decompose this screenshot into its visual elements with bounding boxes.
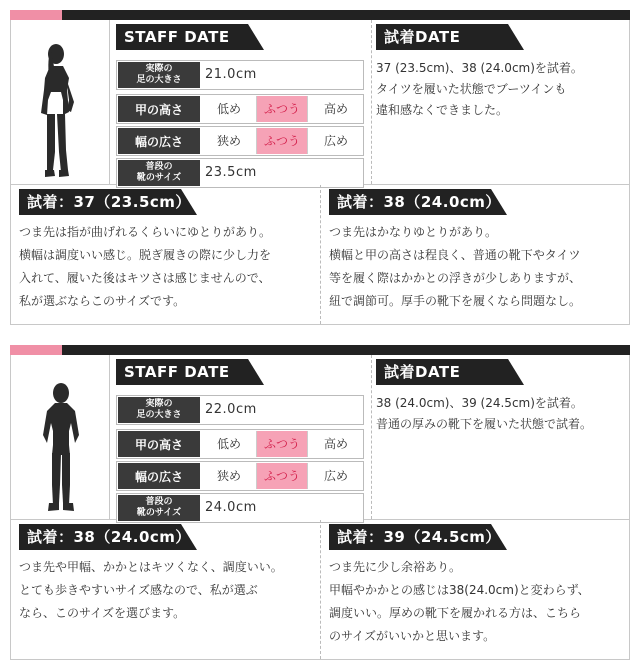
instep-height-label: 甲の高さ (118, 96, 200, 122)
instep-option-low: 低め (216, 437, 241, 451)
foot-width-row (116, 461, 364, 491)
impression-panel (321, 185, 630, 324)
usual-size-value: 23.5cm (205, 165, 257, 180)
staff-date-header: STAFF DATE (116, 24, 264, 50)
impression-header: 試着：37（23.5cm） (19, 189, 197, 215)
card-top-bar (10, 10, 630, 20)
trial-date-panel (372, 355, 630, 519)
instep-option-high: 高め (323, 102, 348, 116)
impression-header: 試着：38（24.0cm） (329, 189, 507, 215)
impression-text: つま先に少し余裕あり。 甲幅やかかとの感じは38(24.0cm)と変わらず、 調度いい。厚めの靴下を履かれる方は、こちら のサイズがいいかと思います。 (329, 560, 590, 643)
foot-size-value: 21.0cm (205, 67, 257, 82)
staff-review-card (10, 345, 630, 660)
staff-silhouette-image (11, 20, 110, 184)
usual-size-value: 24.0cm (205, 500, 257, 515)
impression-header: 試着：38（24.0cm） (19, 524, 197, 550)
width-option-narrow: 狭め (216, 469, 241, 483)
card-top-bar (10, 345, 630, 355)
pink-accent-tab (10, 345, 62, 355)
width-option-wide: 広め (323, 134, 348, 148)
impression-panel (11, 185, 321, 324)
impression-header: 試着：39（24.5cm） (329, 524, 507, 550)
trial-date-text: 37 (23.5cm)、38 (24.0cm)を試着。 タイツを履いた状態でブーツインも 違和感なくできました。 (376, 61, 583, 117)
instep-option-high: 高め (323, 437, 348, 451)
pink-accent-tab (10, 10, 62, 20)
instep-option-normal-selected: ふつう (256, 96, 308, 122)
trial-date-text: 38 (24.0cm)、39 (24.5cm)を試着。 普通の厚みの靴下を履いた状態で試着。 (376, 396, 593, 431)
foot-size-value: 22.0cm (205, 402, 257, 417)
width-option-narrow: 狭め (216, 134, 241, 148)
trial-date-header: 試着DATE (376, 359, 524, 385)
impression-text: つま先や甲幅、かかとはキツくなく、調度いい。 とても歩きやすいサイズ感なので、私が選ぶ なら、このサイズを選びます。 (19, 560, 283, 620)
instep-option-low: 低め (216, 102, 241, 116)
usual-size-row (116, 158, 364, 188)
foot-width-label: 幅の広さ (118, 128, 200, 154)
staff-date-panel (110, 355, 372, 519)
width-option-normal-selected: ふつう (256, 128, 308, 154)
impression-text: つま先はかなりゆとりがあり。 横幅と甲の高さは程良く、普通の靴下やタイツ 等を履く際はかかとの浮きが少しありますが、 紐で調節可。厚手の靴下を履くなら問題なし。 (329, 225, 582, 308)
staff-date-panel (110, 20, 372, 184)
instep-height-row (116, 429, 364, 459)
foot-size-row (116, 395, 364, 425)
instep-height-row (116, 94, 364, 124)
foot-size-label: 実際の 足の大きさ (118, 397, 200, 423)
width-option-normal-selected: ふつう (256, 463, 308, 489)
foot-size-row (116, 60, 364, 90)
trial-date-panel (372, 20, 630, 184)
usual-size-label: 普段の 靴のサイズ (118, 495, 200, 521)
instep-height-label: 甲の高さ (118, 431, 200, 457)
impression-text: つま先は指が曲げれるくらいにゆとりがあり。 横幅は調度いい感じ。脱ぎ履きの際に少し力を 入れて、履いた後はキツさは感じませんので、 私が選ぶならこのサイズです。 (19, 225, 272, 308)
staff-silhouette-image (11, 355, 110, 519)
width-option-wide: 広め (323, 469, 348, 483)
foot-size-label: 実際の 足の大きさ (118, 62, 200, 88)
instep-option-normal-selected: ふつう (256, 431, 308, 457)
foot-width-row (116, 126, 364, 156)
staff-review-card (10, 10, 630, 325)
usual-size-row (116, 493, 364, 523)
foot-width-label: 幅の広さ (118, 463, 200, 489)
staff-date-header: STAFF DATE (116, 359, 264, 385)
impression-panel (11, 520, 321, 659)
trial-date-header: 試着DATE (376, 24, 524, 50)
usual-size-label: 普段の 靴のサイズ (118, 160, 200, 186)
impression-panel (321, 520, 630, 659)
